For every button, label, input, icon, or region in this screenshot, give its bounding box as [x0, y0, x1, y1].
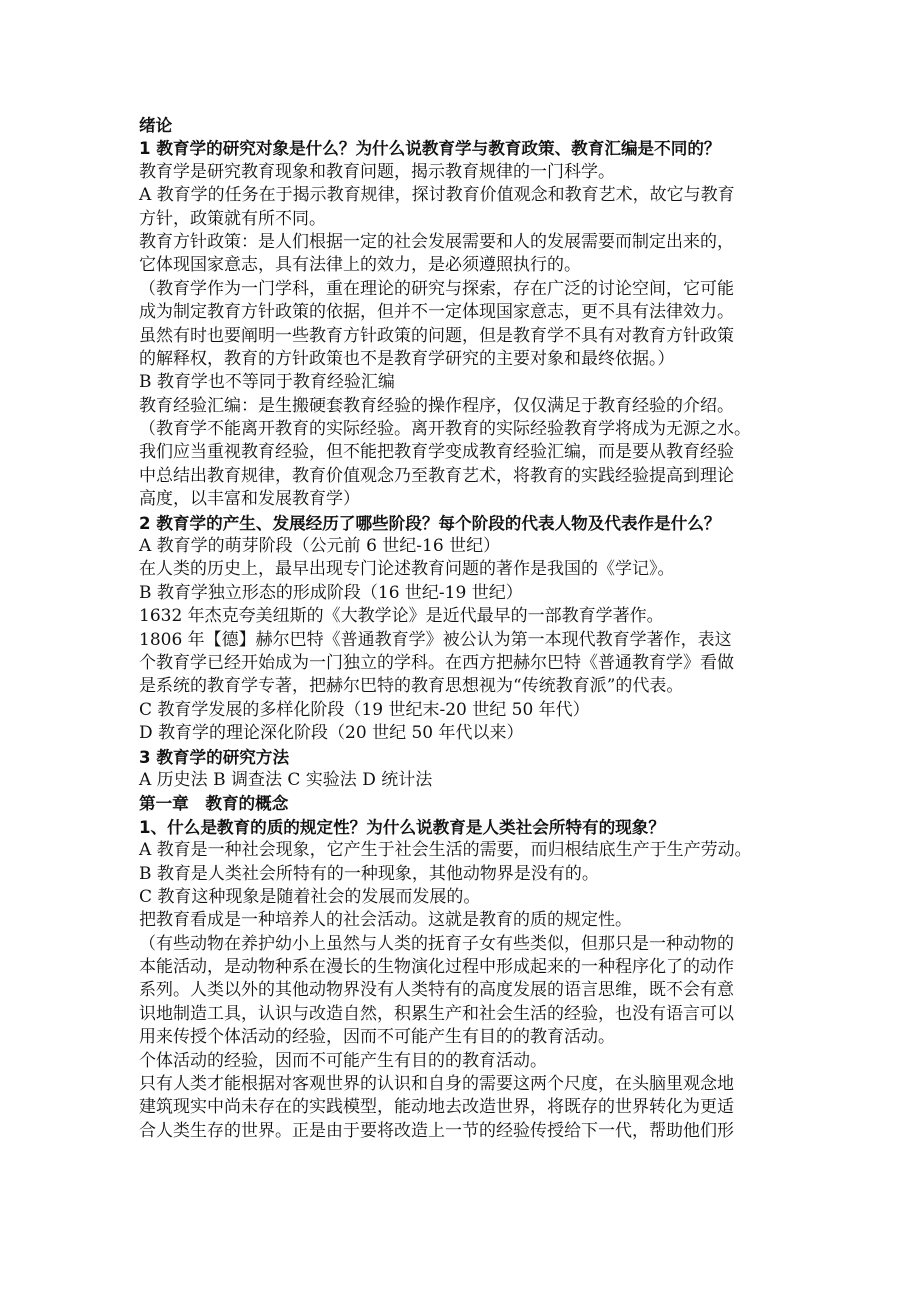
text-line: 它体现国家意志，具有法律上的效力，是必须遵照执行的。 — [139, 255, 581, 276]
text-line: B 教育学也不等同于教育经验汇编 — [139, 372, 395, 393]
heading-line: 1、什么是教育的质的规定性？为什么说教育是人类社会所特有的现象？ — [139, 817, 665, 837]
text-line: 个教育学已经开始成为一门独立的学科。在西方把赫尔巴特《普通教育学》看做 — [139, 652, 734, 673]
text-line: 教育经验汇编：是生搬硬套教育经验的操作程序，仅仅满足于教育经验的介绍。 — [139, 395, 734, 416]
text-line: A 历史法 B 调查法 C 实验法 D 统计法 — [139, 769, 433, 790]
text-line: 建筑现实中尚未存在的实践模型，能动地去改造世界，将既存的世界转化为更适 — [139, 1097, 734, 1118]
text-line: 教育学是研究教育现象和教育问题，揭示教育规律的一门科学。 — [139, 161, 615, 182]
heading-line: 第一章 教育的概念 — [139, 794, 289, 814]
text-line: B 教育是人类社会所特有的一种现象，其他动物界是没有的。 — [139, 863, 599, 884]
text-line: A 教育学的萌芽阶段（公元前 6 世纪-16 世纪） — [139, 536, 501, 557]
text-line: 虽然有时也要阐明一些教育方针政策的问题，但是教育学不具有对教育方针政策 — [139, 325, 734, 346]
text-line: 系列。人类以外的其他动物界没有人类特有的高度发展的语言思维，既不会有意 — [139, 980, 734, 1001]
text-line: 我们应当重视教育经验，但不能把教育学变成教育经验汇编，而是要从教育经验 — [139, 442, 734, 463]
text-line: 1806 年【德】赫尔巴特《普通教育学》被公认为第一本现代教育学著作，表这 — [139, 629, 732, 650]
text-line: （教育学不能离开教育的实际经验。离开教育的实际经验教育学将成为无源之水。 — [139, 419, 751, 440]
heading-line: 2 教育学的产生、发展经历了哪些阶段？每个阶段的代表人物及代表作是什么？ — [139, 513, 721, 533]
text-line: 只有人类才能根据对客观世界的认识和自身的需要这两个尺度，在头脑里观念地 — [139, 1074, 734, 1095]
text-line: 是系统的教育学专著，把赫尔巴特的教育思想视为“传统教育派”的代表。 — [139, 676, 684, 697]
text-line: 把教育看成是一种培养人的社会活动。这就是教育的质的规定性。 — [139, 910, 632, 931]
text-line: 教育方针政策：是人们根据一定的社会发展需要和人的发展需要而制定出来的， — [139, 231, 734, 252]
text-line: 在人类的历史上，最早出现专门论述教育问题的著作是我国的《学记》。 — [139, 559, 675, 580]
text-line: B 教育学独立形态的形成阶段（16 世纪-19 世纪） — [139, 582, 523, 603]
text-line: 成为制定教育方针政策的依据，但并不一定体现国家意志，更不具有法律效力。 — [139, 302, 734, 323]
document-page — [139, 114, 787, 1143]
text-line: A 教育学的任务在于揭示教育规律，探讨教育价值观念和教育艺术，故它与教育 — [139, 185, 735, 206]
text-line: 个体活动的经验，因而不可能产生有目的的教育活动。 — [139, 1050, 547, 1071]
heading-line: 3 教育学的研究方法 — [139, 747, 290, 767]
text-line: 识地制造工具，认识与改造自然，积累生产和社会生活的经验，也没有语言可以 — [139, 1003, 734, 1024]
text-line: C 教育这种现象是随着社会的发展而发展的。 — [139, 886, 481, 907]
text-line: 高度，以丰富和发展教育学） — [139, 489, 360, 510]
text-line: D 教育学的理论深化阶段（20 世纪 50 年代以来） — [139, 723, 524, 744]
text-line: 用来传授个体活动的经验，因而不可能产生有目的的教育活动。 — [139, 1027, 615, 1048]
text-line: A 教育是一种社会现象，它产生于社会生活的需要，而归根结底生产于生产劳动。 — [139, 840, 752, 861]
text-line: （教育学作为一门学科，重在理论的研究与探索，存在广泛的讨论空间，它可能 — [139, 278, 734, 299]
text-line: 的解释权，教育的方针政策也不是教育学研究的主要对象和最终依据。） — [139, 348, 675, 369]
heading-line: 1 教育学的研究对象是什么？为什么说教育学与教育政策、教育汇编是不同的？ — [139, 139, 721, 159]
text-line: C 教育学发展的多样化阶段（19 世纪末-20 世纪 50 年代） — [139, 699, 590, 720]
text-line: 方针，政策就有所不同。 — [139, 208, 326, 229]
text-line: 1632 年杰克夸美纽斯的《大教学论》是近代最早的一部教育学著作。 — [139, 606, 664, 627]
text-line: 合人类生存的世界。正是由于要将改造上一节的经验传授给下一代，帮助他们形 — [139, 1120, 734, 1141]
heading-line: 绪论 — [139, 116, 173, 135]
text-line: （有些动物在养护幼小上虽然与人类的抚育子女有些类似，但那只是一种动物的 — [139, 933, 734, 954]
text-line: 中总结出教育规律，教育价值观念乃至教育艺术，将教育的实践经验提高到理论 — [139, 465, 734, 486]
text-line: 本能活动，是动物种系在漫长的生物演化过程中形成起来的一种程序化了的动作 — [139, 957, 734, 978]
